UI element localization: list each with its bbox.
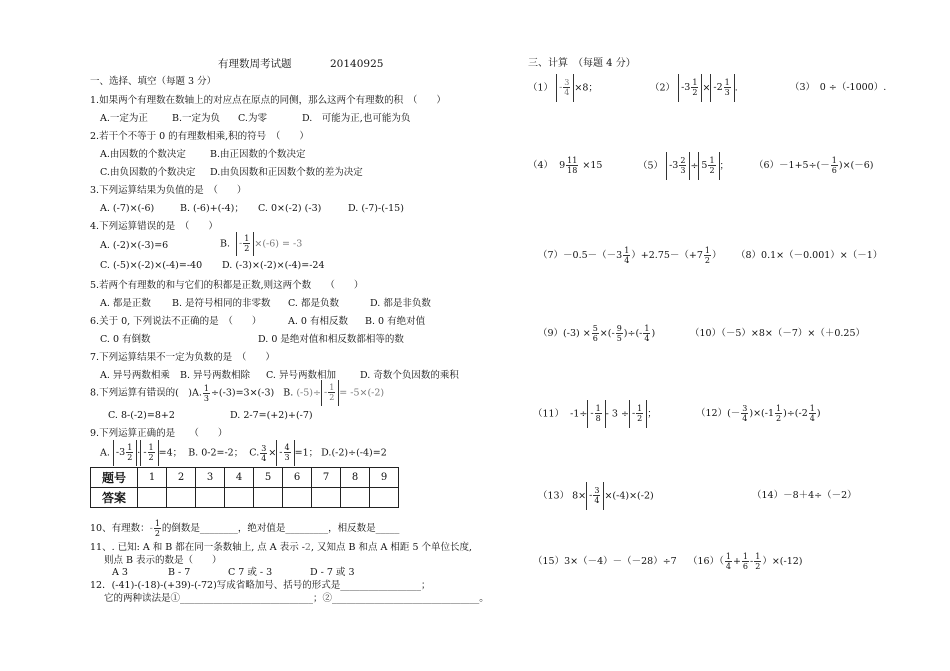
table-header-question-number: 题号	[91, 468, 138, 488]
section-3-heading: 三、计算 （每题 4 分）	[528, 58, 636, 69]
calc-2: （2） -3 $\frac{1}{2}$ × -2 $\frac{1}{3}$ .	[650, 74, 738, 103]
question-8: 8.下列运算有错误的( )A. $\frac{1}{3}$ ÷(-3)=3×(-3) B. (-5)÷ - $\frac{1}{2}$ = -5×(-2)	[90, 380, 384, 407]
q8-option-d: D. 2-7=(+2)+(-7)	[230, 410, 313, 421]
q11-option-d: D - 7 或 3	[310, 567, 355, 578]
q4-option-a: A. (-2)×(-3)=6	[100, 240, 169, 251]
table-cell: 5	[254, 468, 283, 488]
table-cell: 7	[312, 468, 341, 488]
q11-option-c: C 7 或 - 3	[228, 567, 273, 578]
calc-3: （3） 0 ÷（-1000）.	[790, 82, 887, 93]
calc-1: （1） - $\frac{3}{4}$ ×8；	[528, 74, 598, 103]
answer-cell-6[interactable]	[283, 488, 312, 508]
question-12: 12．(-41)-(-18)-(+39)-(-72)写成省略加号、括号的形式是_________________；	[90, 580, 431, 591]
table-header-answer: 答案	[91, 488, 138, 508]
calc-15: （15）3×（－4）－（－28）÷7	[533, 556, 677, 567]
q9-options: A. -3 $\frac{1}{2}$ · - $\frac{1}{2}$ =4； B. 0-2=-2； C. $\frac{3}{4}$ × - $\frac{4}{3}$ =1； D.(-2)÷(-4)=2	[100, 440, 387, 467]
table-cell: 4	[225, 468, 254, 488]
q1-option-d: D. 可能为正,也可能为负	[302, 113, 411, 124]
calc-4: （4） 9 $\frac{11}{18}$ ×15	[528, 156, 603, 175]
question-5: 5.若两个有理数的和与它们的积都是正数,则这两个数 （ ）	[90, 280, 364, 291]
answer-cell-8[interactable]	[341, 488, 370, 508]
table-cell: 3	[196, 468, 225, 488]
q1-option-c: C.为零	[238, 113, 267, 124]
q4-option-d: D. (-3)×(-2)×(-4)=-24	[222, 260, 325, 271]
q11-option-b: B - 7	[168, 567, 191, 578]
calc-12: （12）(－ $\frac{3}{4}$ )×(-1 $\frac{1}{2}$ )÷(-2 $\frac{1}{4}$ )	[696, 404, 821, 423]
calc-13: （13） 8× - $\frac{3}{4}$ ×(-4)×(-2)	[538, 482, 654, 511]
question-4: 4.下列运算错误的是 （ ）	[90, 221, 218, 232]
table-cell: 9	[370, 468, 399, 488]
calc-11: （11） -1÷ - $\frac{1}{8}$ - 3 ÷ - $\frac{1}{2}$ ；	[533, 400, 657, 429]
q7-option-d: D. 奇数个负因数的乘积	[360, 370, 459, 381]
calc-7: （7）－0.5－（－3 $\frac{1}{4}$ ）+2.75－（+7 $\frac{1}{2}$ ）	[538, 246, 722, 265]
q11-option-a: A 3	[112, 567, 128, 578]
question-1: 1.如果两个有理数在数轴上的对应点在原点的同侧，那么这两个有理数的积 （ ）	[90, 95, 446, 106]
question-9: 9.下列运算正确的是 （ ）	[90, 428, 228, 439]
question-12-readings: 它的两种读法是①____________________________；②_______________________________。	[104, 593, 489, 604]
question-10: 10、有理数：- $\frac{1}{2}$ 的倒数是________，绝对值是_________，相反数是_____	[90, 519, 400, 538]
q6-option-a: A. 0 有相反数	[288, 316, 348, 327]
calc-10: （10）（－5）×8×（－7）×（＋0.25）	[690, 328, 866, 339]
question-3: 3.下列运算结果为负值的是 （ ）	[90, 185, 247, 196]
answer-cell-5[interactable]	[254, 488, 283, 508]
calc-5: （5） -3 $\frac{2}{3}$ ÷ 5 $\frac{1}{2}$ ；	[638, 152, 729, 181]
table-cell: 2	[167, 468, 196, 488]
q6-option-c: C. 0 有倒数	[100, 334, 151, 345]
answer-cell-4[interactable]	[225, 488, 254, 508]
q1-option-b: B.一定为负	[172, 113, 221, 124]
q5-option-b: B. 是符号相同的非零数	[172, 298, 271, 309]
q3-option-c: C. 0×(-2) (-3)	[258, 203, 322, 214]
answer-cell-3[interactable]	[196, 488, 225, 508]
question-11: 11、. 已知: A 和 B 都在同一条数轴上, 点 A 表示 -2, 又知点 B 和点 A 相距 5 个单位长度,	[90, 542, 473, 553]
q5-option-a: A. 都是正数	[100, 298, 151, 309]
answer-cell-2[interactable]	[167, 488, 196, 508]
q3-option-d: D. (-7)-(-15)	[348, 203, 404, 214]
table-cell: 8	[341, 468, 370, 488]
question-6: 6.关于 0, 下列说法不正确的是 （ ）	[90, 316, 262, 327]
q3-option-b: B. (-6)+(-4)；	[180, 203, 244, 214]
q2-option-d: D.由负因数和正因数个数的差为决定	[210, 167, 363, 178]
calc-6: （6）－1+5÷(－ $\frac{1}{6}$ )×(－6)	[754, 156, 874, 175]
section-1-heading: 一、选择、填空（每题 3 分）	[90, 76, 217, 87]
table-cell: 1	[138, 468, 167, 488]
calc-8: （8）0.1×（－0.001）×（－1）	[736, 250, 883, 261]
q2-option-b: B.由正因数的个数决定	[210, 149, 306, 160]
q5-option-c: C. 都是负数	[288, 298, 339, 309]
q6-option-b: B. 0 有绝对值	[365, 316, 426, 327]
page-title: 有理数周考试题	[218, 58, 292, 70]
answer-cell-1[interactable]	[138, 488, 167, 508]
calc-9: （9）(-3) × $\frac{5}{6}$ ×(- $\frac{9}{5}$ )÷(- $\frac{1}{4}$ )	[538, 324, 656, 343]
q8-option-c: C. 8-(-2)=8+2	[108, 410, 175, 421]
q3-option-a: A. (-7)×(-6)	[100, 203, 155, 214]
q2-option-a: A.由因数的个数决定	[100, 149, 186, 160]
answer-table	[90, 467, 399, 508]
question-2: 2.若干个不等于 0 的有理数相乘,积的符号 （ ）	[90, 131, 309, 142]
q7-option-c: C. 异号两数相加	[266, 370, 336, 381]
q6-option-d: D. 0 是绝对值和相反数都相等的数	[258, 334, 404, 345]
q5-option-d: D. 都是非负数	[370, 298, 431, 309]
q1-option-a: A.一定为正	[100, 113, 148, 124]
answer-cell-9[interactable]	[370, 488, 399, 508]
question-7: 7.下列运算结果不一定为负数的是 （ ）	[90, 352, 275, 363]
calc-16: （16）（ $\frac{1}{4}$ + $\frac{1}{6}$ - $\frac{1}{2}$ ）×(-12)	[688, 552, 803, 571]
q4-option-c: C. (-5)×(-2)×(-4)=-40	[100, 260, 203, 271]
calc-14: （14）－8＋4÷（－2）	[752, 490, 857, 501]
answer-cell-7[interactable]	[312, 488, 341, 508]
q4-option-b: B. - $\frac{1}{2}$ ×(-6) = -3	[220, 232, 302, 257]
question-11-prompt: 则点 B 表示的数是（ ）	[104, 555, 222, 566]
q2-option-c: C.由负因数的个数决定	[100, 167, 196, 178]
q7-option-b: B. 异号两数相除	[180, 370, 251, 381]
exam-date: 20140925	[330, 58, 384, 70]
q7-option-a: A. 异号两数相乘	[100, 370, 170, 381]
table-cell: 6	[283, 468, 312, 488]
